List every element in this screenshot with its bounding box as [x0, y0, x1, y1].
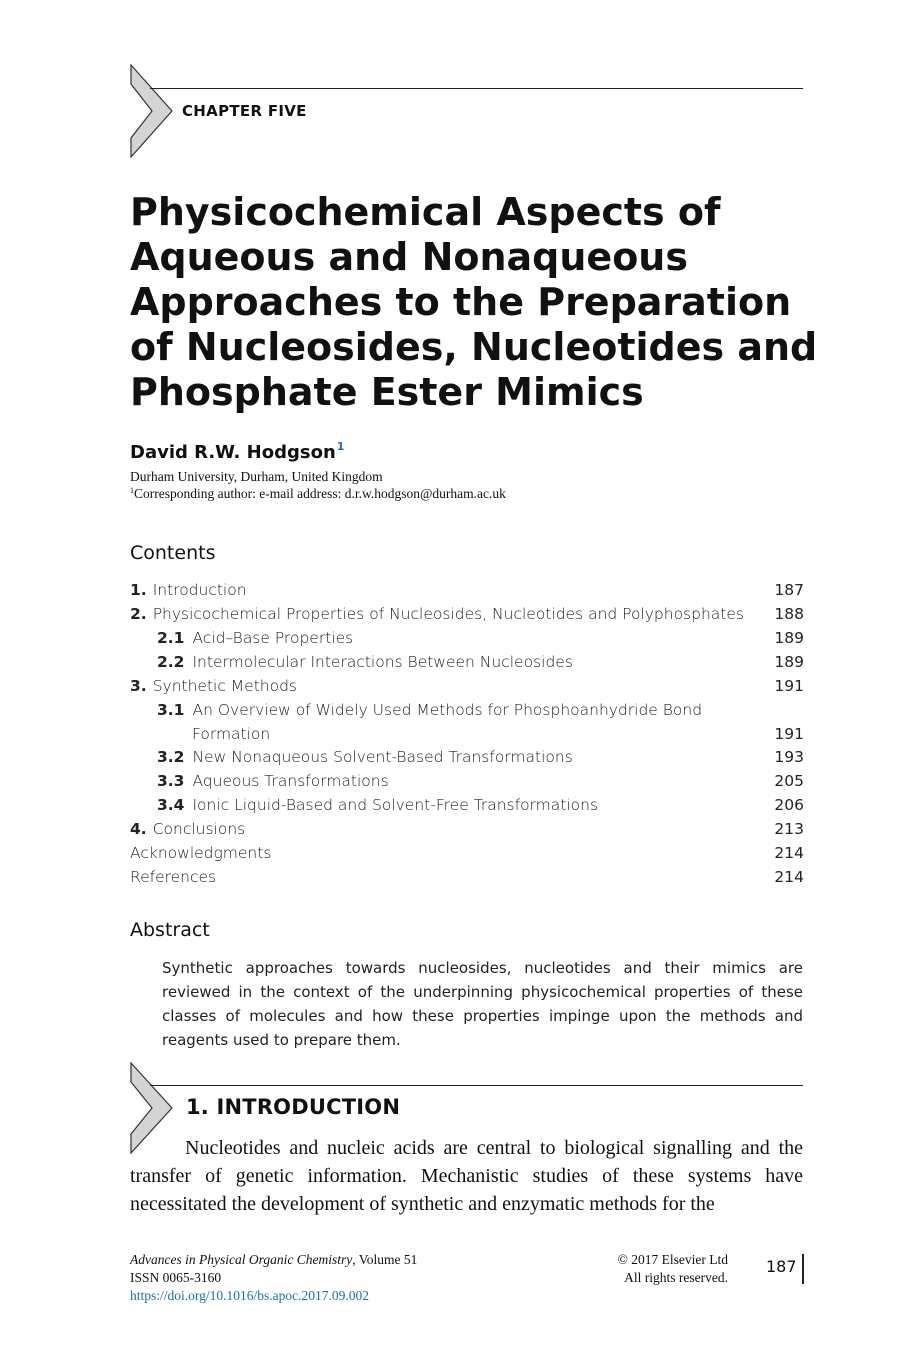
toc-title: Conclusions	[152, 820, 246, 838]
author-name: David R.W. Hodgson	[130, 442, 336, 463]
corresponding-marker: 1	[130, 486, 134, 495]
footer-journal-info	[130, 1251, 417, 1305]
footer-copyright	[560, 1251, 728, 1287]
title-line: Approaches to the Preparation	[130, 280, 792, 324]
copyright-text: © 2017 Elsevier Ltd	[617, 1252, 728, 1267]
toc-page: 191	[774, 677, 804, 695]
rights-text: All rights reserved.	[624, 1270, 728, 1285]
author-name-line	[130, 440, 344, 463]
toc-page: 214	[774, 868, 804, 886]
toc-title: Aqueous Transformations	[192, 772, 389, 790]
toc-title: Ionic Liquid-Based and Solvent-Free Transformations	[192, 796, 599, 814]
chapter-chevron-icon	[130, 64, 174, 158]
toc-page: 205	[774, 772, 804, 790]
toc-row[interactable]	[157, 748, 804, 770]
toc-number: 2.	[130, 605, 147, 623]
toc-row[interactable]	[157, 629, 804, 651]
introduction-body: Nucleotides and nucleic acids are central to biological signalling and the transfer of genetic information. Mechanistic studies of these systems have necessitated the development of synthetic and enzymatic methods for the	[130, 1137, 803, 1215]
toc-row[interactable]	[130, 605, 804, 627]
page-number: 187	[766, 1257, 797, 1276]
toc-title: An Overview of Widely Used Methods for Phosphoanhydride Bond	[192, 701, 703, 719]
chapter-rule	[150, 88, 803, 89]
toc-number: 3.	[130, 677, 147, 695]
article-title	[130, 190, 830, 415]
chapter-label: CHAPTER FIVE	[182, 102, 307, 120]
journal-name: Advances in Physical Organic Chemistry	[130, 1252, 353, 1267]
abstract-body: Synthetic approaches towards nucleosides, nucleotides and their mimics are reviewed in the context of the underpinning physicochemical properties of these classes of molecules and how these properties impinge upon the methods and reagents used to prepare them.	[162, 959, 803, 1049]
toc-title: Acknowledgments	[130, 844, 272, 862]
toc-title: Intermolecular Interactions Between Nucleosides	[192, 653, 573, 671]
toc-number: 4.	[130, 820, 147, 838]
toc-number: 1.	[130, 581, 147, 599]
doi-link[interactable]: https://doi.org/10.1016/bs.apoc.2017.09.002	[130, 1288, 369, 1303]
toc-title: References	[130, 868, 217, 886]
footer-journal-line	[130, 1251, 417, 1269]
toc-page: 189	[774, 629, 804, 647]
toc-title: Physicochemical Properties of Nucleosides, Nucleotides and Polyphosphates	[152, 605, 744, 623]
toc-number: 2.1	[157, 629, 185, 647]
title-line: Physicochemical Aspects of	[130, 190, 721, 234]
toc-number: 3.1	[157, 701, 185, 719]
title-line: of Nucleosides, Nucleotides and	[130, 325, 818, 369]
toc-number: 3.2	[157, 748, 185, 766]
toc-row[interactable]	[130, 820, 804, 842]
section-heading: 1. INTRODUCTION	[186, 1095, 401, 1119]
toc-title: Formation	[192, 725, 271, 743]
author-affiliation: Durham University, Durham, United Kingdom	[130, 469, 383, 484]
toc-number: 3.3	[157, 772, 185, 790]
toc-title: Synthetic Methods	[152, 677, 298, 695]
toc-title: Introduction	[152, 581, 247, 599]
journal-volume: , Volume 51	[352, 1252, 418, 1267]
contents-heading: Contents	[130, 542, 216, 564]
toc-row[interactable]	[192, 725, 804, 747]
footer-issn: ISSN 0065-3160	[130, 1270, 222, 1285]
author-footnote-marker[interactable]: 1	[336, 440, 345, 453]
toc-row[interactable]	[157, 796, 804, 818]
page-number-bar	[802, 1254, 804, 1284]
toc-number: 3.4	[157, 796, 185, 814]
corresponding-text: Corresponding author: e-mail address: d.r.w.hodgson@durham.ac.uk	[134, 486, 506, 501]
section-rule	[150, 1085, 803, 1086]
title-line: Phosphate Ester Mimics	[130, 370, 644, 414]
toc-page: 213	[774, 820, 804, 838]
toc-page: 214	[774, 844, 804, 862]
toc-row[interactable]	[130, 677, 804, 699]
toc-row[interactable]	[157, 653, 804, 675]
toc-page: 188	[774, 605, 804, 623]
corresponding-author	[130, 486, 506, 502]
toc-title: New Nonaqueous Solvent-Based Transformations	[192, 748, 573, 766]
toc-page: 206	[774, 796, 804, 814]
toc-page: 189	[774, 653, 804, 671]
toc-row[interactable]	[130, 581, 804, 603]
toc-row[interactable]	[130, 868, 804, 890]
toc-row[interactable]	[157, 701, 804, 723]
toc-number: 2.2	[157, 653, 185, 671]
toc-title: Acid–Base Properties	[192, 629, 354, 647]
abstract-heading: Abstract	[130, 919, 210, 941]
toc-row[interactable]	[130, 844, 804, 866]
title-line: Aqueous and Nonaqueous	[130, 235, 688, 279]
toc-page: 187	[774, 581, 804, 599]
toc-row[interactable]	[157, 772, 804, 794]
toc-page: 193	[774, 748, 804, 766]
toc-page: 191	[774, 725, 804, 743]
